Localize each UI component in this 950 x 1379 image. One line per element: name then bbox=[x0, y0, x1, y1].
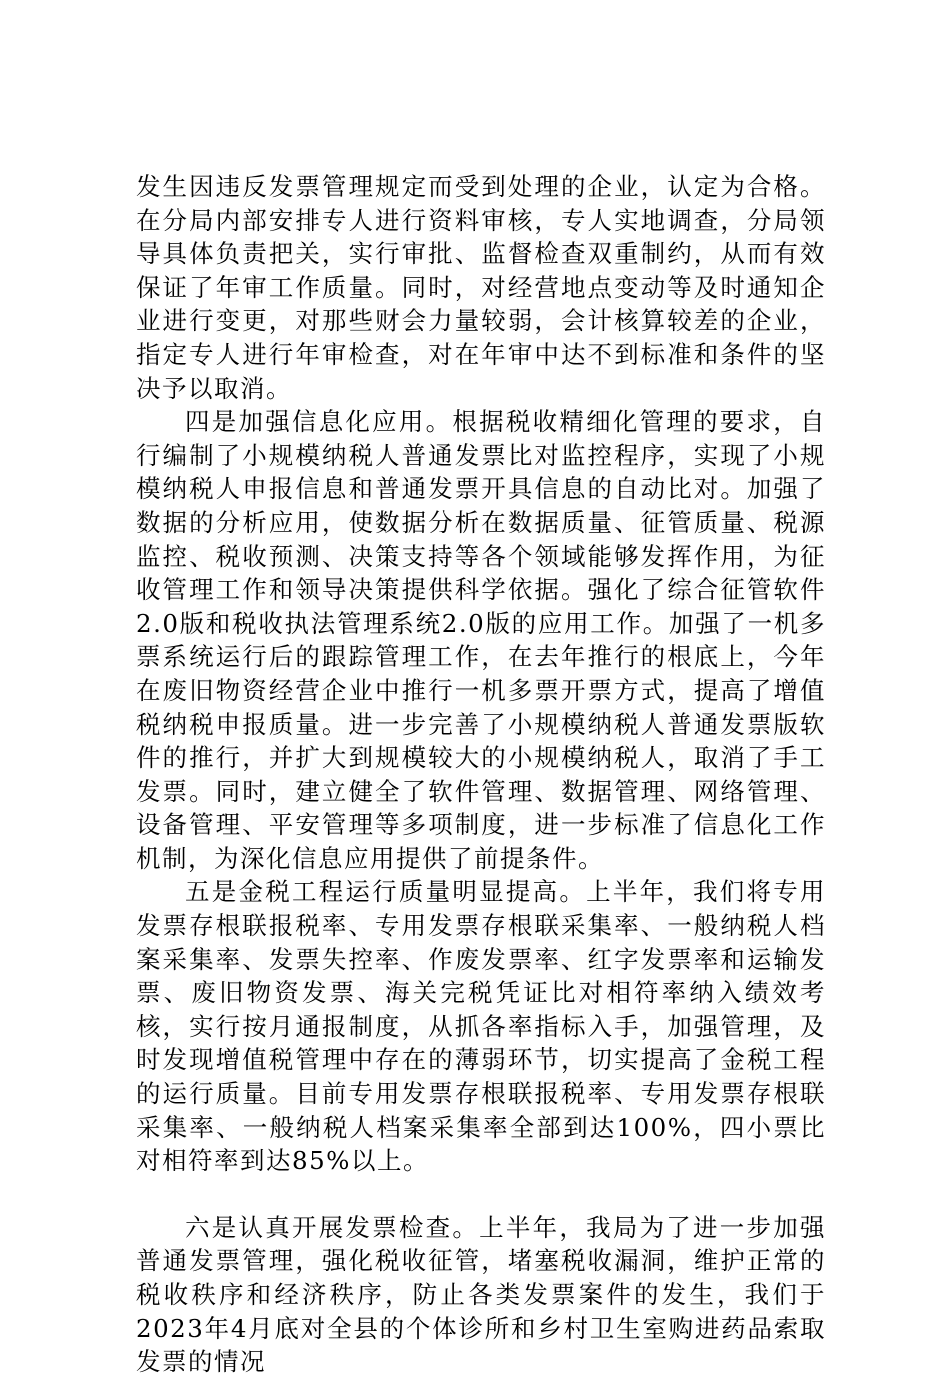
paragraph-golden-tax-project: 五是金税工程运行质量明显提高。上半年，我们将专用发票存根联报税率、专用发票存根联采集率、一般纳税人档案采集率、发票失控率、作废发票率、红字发票率和运输发票、废旧物资发票、海关完税凭证比对相符率纳入绩效考核，实行按月通报制度，从抓各率指标入手，加强管理，及时发现增值税管理中存在的薄弱环节，切实提高了金税工程的运行质量。目前专用发票存根联报税率、专用发票存根联采集率、一般纳税人档案采集率全部到达100%，四小票比对相符率到达85%以上。 bbox=[136, 877, 826, 1176]
document-body bbox=[136, 170, 826, 1379]
paragraph-continuation: 发生因违反发票管理规定而受到处理的企业，认定为合格。在分局内部安排专人进行资料审核，专人实地调查，分局领导具体负责把关，实行审批、监督检查双重制约，从而有效保证了年审工作质量。同时，对经营地点变动等及时通知企业进行变更，对那些财会力量较弱，会计核算较差的企业，指定专人进行年审检查，对在年审中达不到标准和条件的坚决予以取消。 bbox=[136, 172, 826, 403]
paragraph-information-application: 四是加强信息化应用。根据税收精细化管理的要求，自行编制了小规模纳税人普通发票比对监控程序，实现了小规模纳税人申报信息和普通发票开具信息的自动比对。加强了数据的分析应用，使数据分析在数据质量、征管质量、税源监控、税收预测、决策支持等各个领域能够发挥作用，为征收管理工作和领导决策提供科学依据。强化了综合征管软件2.0版和税收执法管理系统2.0版的应用工作。加强了一机多票系统运行后的跟踪管理工作，在去年推行的根底上，今年在废旧物资经营企业中推行一机多票开票方式，提高了增值税纳税申报质量。进一步完善了小规模纳税人普通发票版软件的推行，并扩大到规模较大的小规模纳税人，取消了手工发票。同时，建立健全了软件管理、数据管理、网络管理、设备管理、平安管理等多项制度，进一步标准了信息化工作机制，为深化信息应用提供了前提条件。 bbox=[136, 407, 826, 873]
paragraph-invoice-inspection: 六是认真开展发票检查。上半年，我局为了进一步加强普通发票管理，强化税收征管，堵塞税收漏洞，维护正常的税收秩序和经济秩序，防止各类发票案件的发生，我们于2023年4月底对全县的个体诊所和乡村卫生室购进药品索取发票的情况 bbox=[136, 1212, 826, 1377]
